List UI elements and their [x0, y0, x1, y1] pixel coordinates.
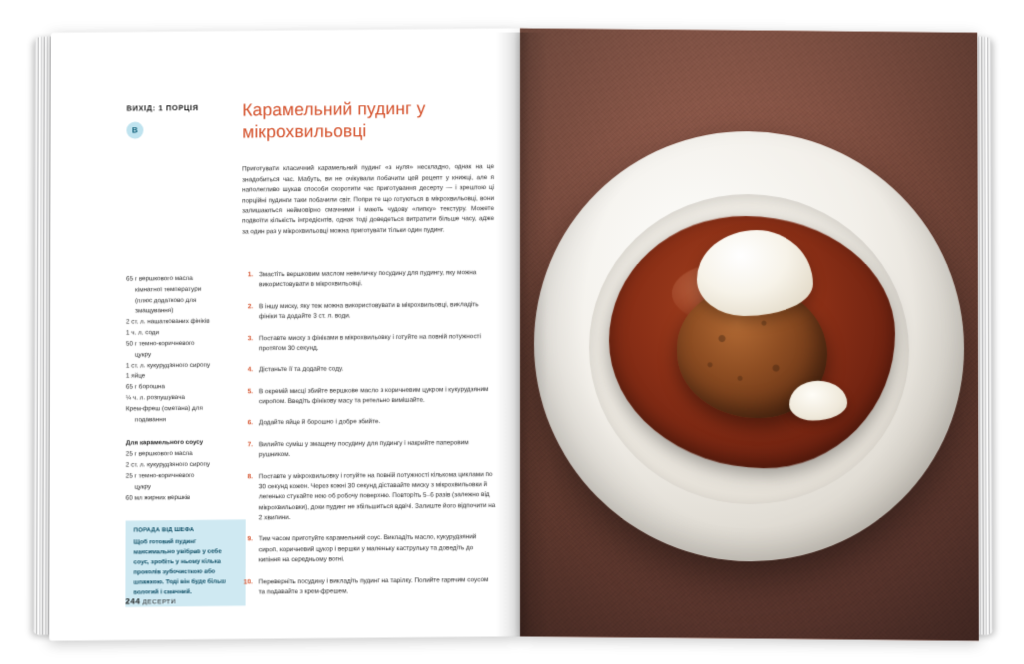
step-number: 4.	[247, 366, 253, 374]
recipe-photo	[520, 28, 979, 640]
step-text: Поставте у мікрохвильовку і готуйте на повній потужності кількома циклами по 30 секунд кожен. Через кожні 30 секунд діставайте миску з мікрохвильовки й легенько стукайте нею об робочу поверхню. Повторіть 5–6 разів (залежно від мікрохвильовки), доки пудинг не збільшиться вдвічі. Залиште його відпочити на 2 хвилини.	[258, 470, 496, 522]
sauce-ingredient-item: 2 ст. л. кукурудзяного сиропу	[125, 461, 210, 469]
sauce-ingredient-item: 25 г вершкового масла	[125, 450, 193, 459]
step-number: 10.	[243, 578, 253, 586]
ingredient-item: змащування)	[135, 307, 174, 315]
sauce-ingredient-item: цукру	[134, 483, 151, 491]
step-item	[242, 470, 496, 524]
page-title: Карамельний пудинг у мікрохвильовці	[242, 97, 426, 143]
step-number: 7.	[247, 441, 253, 449]
step-number: 9.	[247, 535, 253, 543]
folio	[125, 596, 176, 606]
step-item	[242, 533, 496, 567]
right-page	[520, 28, 979, 640]
steps-list	[242, 268, 496, 609]
chef-tip-box	[125, 520, 245, 608]
step-number: 2.	[247, 303, 254, 311]
step-text: Дістаньте її та додайте соду.	[258, 365, 344, 374]
ingredient-item: 65 г вершкового масла	[126, 274, 193, 283]
step-item	[242, 268, 496, 291]
ingredient-item: 1 ч. л. соди	[125, 329, 159, 337]
ingredient-item: кімнатної температури	[135, 285, 202, 294]
chef-tip-body: Щоб готовий пудинг максимально увібрав у себе соус, зробіть у ньому кілька проколів зубочисткою або шпажкою. Тоді він буде більш вологий і смачний.	[133, 538, 226, 597]
ingredient-item: (плюс додатково для	[135, 296, 197, 305]
ingredient-item: подавання	[134, 415, 166, 424]
step-text: В іншу миску, яку теж можна використовувати в мікрохвильовці, викладіть фініки та додайте 3 ст. л. води.	[259, 300, 479, 321]
step-item	[242, 438, 496, 461]
folio-section-label: ДЕСЕРТИ	[142, 598, 176, 606]
step-number: 8.	[247, 472, 253, 480]
ingredient-item: 65 г борошна	[125, 383, 165, 391]
step-item	[242, 416, 496, 429]
step-number: 1.	[247, 271, 254, 279]
sauce-ingredients-heading: Для карамельного соусу	[125, 438, 204, 447]
step-number: 3.	[247, 334, 253, 342]
chef-tip-title: ПОРАДА ВІД ШЕФА	[133, 527, 195, 534]
ingredient-item: Крем-фреш (сметана) для	[125, 404, 203, 413]
step-item	[242, 575, 496, 598]
vegetarian-badge: В	[126, 122, 143, 139]
step-number: 5.	[247, 387, 253, 396]
step-item	[242, 363, 496, 376]
ingredient-item: цукру	[134, 351, 152, 359]
step-text: Переверніть посудину і викладіть пудинг на тарілку. Полийте гарячим соусом та подавайте з крем-фрешем.	[258, 575, 489, 596]
step-item	[242, 331, 496, 354]
step-text: Поставте миску з фініками в мікрохвильовку і готуйте на повній потужності протягом 30 секунд.	[258, 332, 481, 353]
recipe-intro: Приготувати класичний карамельний пудинг «з нуля» нескладно, однак на це знадобиться час. Мабуть, ви не очікували побачити цей рецепт у книжці, але я наполегливо шукав способи скоротити час приготування десерту — і зрештою ці порційні пудинги таки побачили світ. Попри те що готуються в мікрохвильовці, вони залишаються неймовірно смачними і мають чудову «липку» текстуру. Можете подвоїти кількість інгредієнтів, однак тоді доведеться витратити більше часу, адже за один раз у мікрохвильовці можна приготувати тільки один пудинг.	[242, 163, 495, 236]
sauce-ingredient-item: 60 мл жирних вершків	[125, 493, 191, 502]
ingredient-item: ¼ ч. л. розпушувача	[125, 394, 185, 402]
ingredients-list	[126, 274, 232, 505]
step-item	[242, 385, 496, 408]
step-number: 6.	[247, 419, 253, 427]
ingredient-item: 50 г темно-коричневого	[125, 339, 195, 348]
step-text: Додайте яйце й борошно і добре збийте.	[258, 418, 381, 427]
open-book	[33, 23, 993, 647]
step-text: В окремій мисці збийте вершкове масло з коричневим цукром і кукурудзяним сиропом. Введіть фінікову масу та ретельно вимішайте.	[258, 385, 489, 406]
ingredient-item: 1 ст. л. кукурудзяного сиропу	[125, 361, 211, 370]
step-item	[242, 300, 496, 323]
yield-label: ВИХІД: 1 ПОРЦІЯ	[126, 103, 199, 113]
step-text: Вилийте суміш у змащену посудину для пудингу і накрийте паперовим рушником.	[258, 439, 469, 459]
ingredient-item: 2 ст. л. нашаткованих фініків	[126, 318, 210, 326]
folio-page-number: 244	[125, 596, 141, 606]
sauce-ingredient-item: 25 г темно-коричневого	[125, 472, 195, 480]
step-text: Змастіть вершковим маслом невеличку посудину для пудингу, яку можна використовувати в мікрохвильовці.	[259, 269, 477, 289]
ingredient-item: 1 яйце	[125, 372, 146, 380]
step-text: Тим часом приготуйте карамельний соус. Викладіть масло, кукурудзяний сироп, коричневий цукор і вершки у маленьку каструльку та доведіть до кипіння на середньому вогні.	[258, 533, 477, 564]
left-page	[49, 28, 520, 640]
